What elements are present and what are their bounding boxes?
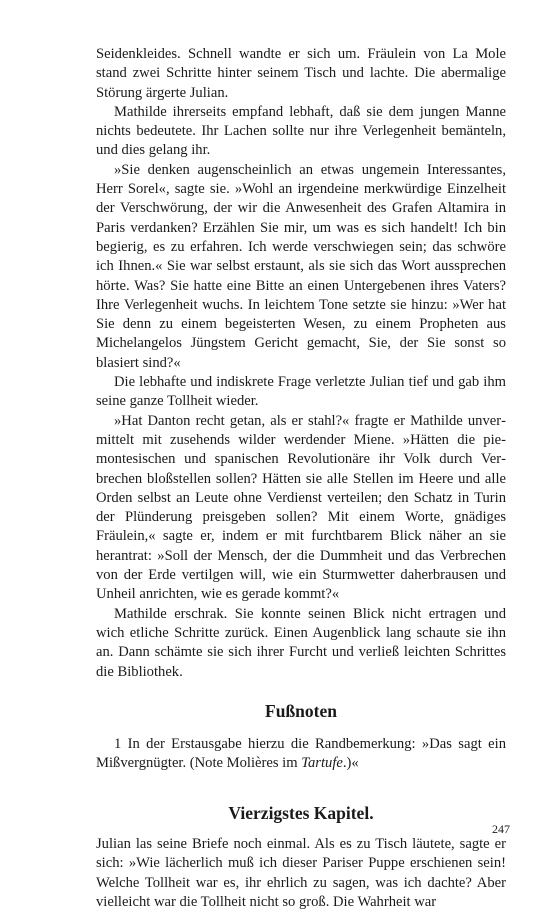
paragraph: Die lebhafte und indiskrete Frage verletzte Julian tief und gab ihm seine ganze Tollheit wieder. — [96, 374, 506, 410]
paragraph: »Sie denken augenscheinlich an etwas ungemein Interessantes, Herr Sorel«, sagte sie. »Wohl an irgendeine merkwürdige Einzelheit der Verschwörung, der wir die Anwesenheit des Grafen Altamira in Paris verdanken? Erzählen Sie mir, um was es sich handelt! Ich bin begierig, es zu erfahren. Ich werde verschwiegen sein; das schwöre ich Ihnen.« Sie war selbst erstaunt, als sie sich das Wort aussprechen hörte. Was? Sie hatte eine Bitte an einen Untergebenen ihres Vaters? Ihre Verlegenheit wuchs. In leichtem Tone setzte sie hinzu: »Wer hat Sie denn zu einem begeisterten Wesen, zu einem Propheten aus Michelangelos Jüngstem Gericht gemacht, Sie, der Sie sonst so blasiert sind?« — [96, 161, 506, 371]
paragraph: Seidenkleides. Schnell wandte er sich um. Fräulein von La Mole stand zwei Schritte hinter seinem Tisch und lachte. Die abermalige Störung ärgerte Julian. — [96, 46, 506, 101]
book-page — [96, 45, 506, 912]
paragraph: Mathilde erschrak. Sie konnte seinen Blick nicht ertragen und wich etliche Schritte zurück. Einen Augenblick lang schaute sie ihn an. Dann schämte sie sich ihrer Furcht und verließ leichten Schrittes die Bibliothek. — [96, 605, 506, 680]
footnote — [96, 735, 506, 774]
footnotes-heading: Fußnoten — [265, 700, 337, 721]
footnote-title: Tartufe — [301, 755, 343, 772]
footnote-text-end: .)« — [342, 755, 359, 772]
paragraph: Mathilde ihrerseits empfand lebhaft, daß sie dem jungen Manne nichts bedeutete. Ihr Lachen sollte nur ihre Verlegenheit bemänteln, und dies gelang ihr. — [96, 103, 506, 159]
page-number: 247 — [492, 822, 510, 836]
paragraph: »Hat Danton recht getan, als er stahl?« fragte er Mathilde unvermittelt mit zusehends wilder werdender Miene. »Hätten die piemontesischen und spanischen Revolutionäre ihr Volk durch Verbrechen bloßstellen sollen? Hätten sie alle Stellen im Heere und alle Orden selbst an Leute ohne Verdienst verteilen; den Schatz in Turin der Plünderung preisgeben sollen? Mit einem Worte, gnädiges Fräulein,« sagte er, indem er mit furchtbarem Blick näher an sie herantrat: »Soll der Mensch, der die Dummheit und das Verbrechen von der Erde vertilgen will, wie ein Sturmwetter daherbrausen und Unheil anrichten, wie es gerade kommt?« — [96, 412, 506, 603]
paragraph: Julian las seine Briefe noch einmal. Als es zu Tisch läutete, sagte er sich: »Wie lächerlich muß ich dieser Pariser Puppe erschienen sein! Welche Tollheit war es, ihr ehrlich zu sagen, was ich dachte? Aber vielleicht war die Tollheit nicht so groß. Die Wahrheit war — [96, 835, 506, 910]
chapter-heading: Vierzigstes Kapitel. — [228, 802, 374, 823]
footnote-text: 1 In der Erstausgabe hierzu die Randbemerkung: »Das sagt ein Mißvergnügter. (Note Molières im — [96, 736, 506, 772]
